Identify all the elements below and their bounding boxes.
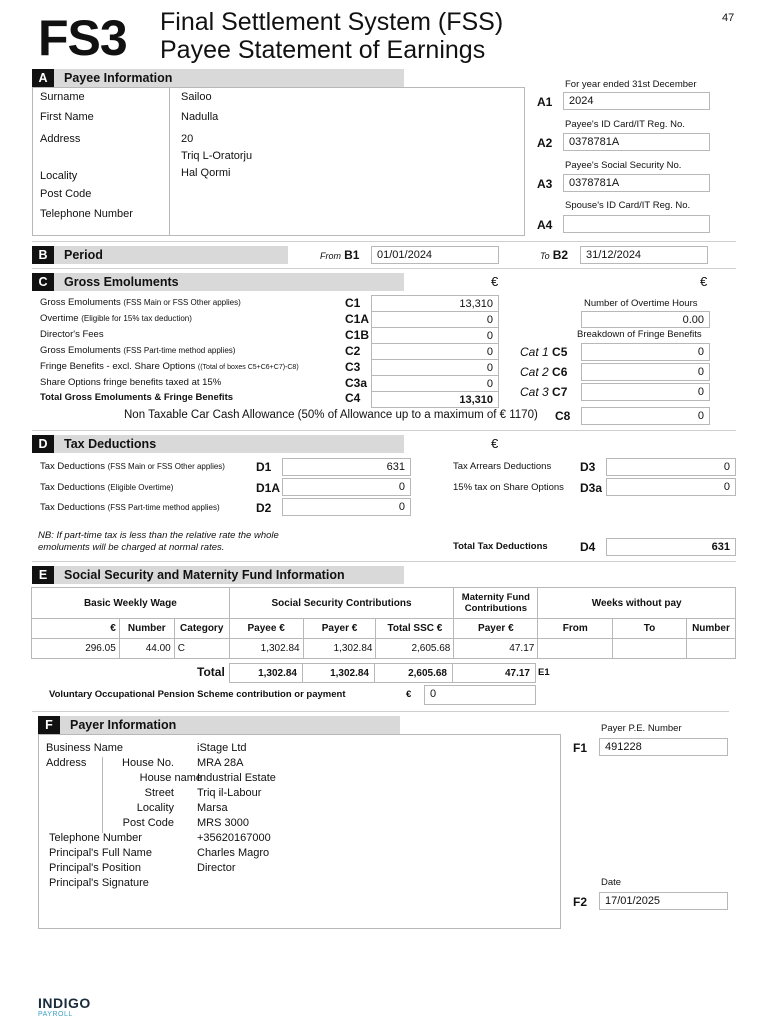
cell-from[interactable] — [538, 639, 613, 659]
cat2-text: Cat 2 — [520, 365, 549, 379]
col-weeks-number: Number — [686, 619, 735, 639]
d4-total-field[interactable]: 631 — [606, 538, 736, 556]
logo-subtitle: PAYROLL — [38, 1011, 73, 1018]
house-name-value[interactable]: Industrial Estate — [197, 772, 276, 784]
form-title-line2: Payee Statement of Earnings — [160, 36, 486, 64]
d1a-label — [40, 482, 173, 493]
cat1-label — [520, 345, 567, 359]
section-c-header — [32, 273, 404, 291]
period-to-label — [540, 248, 568, 262]
col-maternity-payer: Payer € — [454, 619, 538, 639]
section-b-header — [32, 246, 288, 264]
period-from-label — [320, 248, 359, 262]
a3-caption: Payee's Social Security No. — [565, 160, 682, 171]
e1-code: E1 — [538, 667, 550, 678]
c3-code: C3 — [345, 360, 361, 374]
overtime-hours-label: Number of Overtime Hours — [584, 298, 698, 309]
locality-value[interactable]: Hal Qormi — [181, 167, 231, 179]
d1-note: (FSS Main or FSS Other applies) — [107, 462, 225, 471]
overtime-hours-field[interactable]: 0.00 — [581, 311, 710, 328]
currency-euro: € — [491, 436, 499, 451]
ssc-group-header-row — [32, 588, 736, 619]
c6-field[interactable]: 0 — [581, 363, 710, 381]
ssc-column-header-row — [32, 619, 736, 639]
from-text: From — [320, 251, 341, 261]
pension-field[interactable]: 0 — [424, 685, 536, 705]
total-payer-field[interactable]: 1,302.84 — [302, 663, 375, 683]
a2-caption: Payee's ID Card/IT Reg. No. — [565, 119, 685, 130]
a4-code: A4 — [537, 218, 553, 232]
fringe-breakdown-label: Breakdown of Fringe Benefits — [577, 329, 702, 340]
c1-label — [40, 297, 241, 308]
c8-field[interactable]: 0 — [581, 407, 710, 425]
a1-code: A1 — [537, 95, 553, 109]
c4-label — [40, 392, 233, 403]
section-letter: F — [38, 716, 60, 734]
business-name-label: Business Name — [46, 742, 124, 754]
a4-caption: Spouse's ID Card/IT Reg. No. — [565, 200, 691, 211]
maternity-header — [454, 588, 538, 619]
c3-note: ((Total of boxes C5+C6+C7)-C8) — [197, 364, 299, 371]
c1a-note: (Eligible for 15% tax deduction) — [81, 314, 192, 323]
f1-code: F1 — [573, 741, 588, 755]
d1-code: D1 — [256, 460, 272, 474]
payer-post-code-label: Post Code — [122, 817, 174, 829]
pension-currency: € — [406, 689, 412, 700]
currency-euro: € — [491, 274, 499, 289]
to-text: To — [540, 251, 550, 261]
divider — [32, 430, 736, 431]
house-no-label: House No. — [122, 757, 174, 769]
basic-weekly-wage-header: Basic Weekly Wage — [32, 588, 230, 619]
section-e-header — [32, 566, 404, 584]
section-f-header — [38, 716, 400, 734]
cell-total-ssc[interactable]: 2,605.68 — [376, 639, 454, 659]
pension-label: Voluntary Occupational Pension Scheme contribution or payment — [49, 689, 346, 700]
col-from: From — [538, 619, 613, 639]
c3-label-text: Fringe Benefits - excl. Share Options — [40, 361, 196, 372]
col-to: To — [613, 619, 687, 639]
street-value[interactable]: Triq il-Labour — [197, 787, 262, 799]
principal-position-label: Principal's Position — [49, 862, 141, 874]
d3-field[interactable]: 0 — [606, 458, 736, 476]
d2-label-text: Tax Deductions — [40, 502, 105, 513]
f2-caption: Date — [601, 877, 622, 888]
d2-label — [40, 502, 220, 513]
cat3-label — [520, 385, 567, 399]
total-payee-field[interactable]: 1,302.84 — [229, 663, 303, 683]
address-label: Address — [40, 133, 81, 145]
d1a-code: D1A — [256, 481, 281, 495]
c2-label-text: Gross Emoluments — [40, 345, 121, 356]
payer-telephone-value[interactable]: +35620167000 — [197, 832, 271, 844]
d1a-label-text: Tax Deductions — [40, 482, 105, 493]
divider — [32, 561, 736, 562]
c1-note: (FSS Main or FSS Other applies) — [123, 298, 241, 307]
first-name-label: First Name — [40, 111, 94, 123]
address-line2-value[interactable]: Triq L-Oratorju — [181, 150, 253, 162]
c2-label — [40, 345, 235, 356]
d2-code: D2 — [256, 501, 272, 515]
f1-caption: Payer P.E. Number — [601, 723, 682, 734]
d3a-code: D3a — [580, 481, 603, 495]
cell-payer[interactable]: 1,302.84 — [303, 639, 376, 659]
col-payee: Payee € — [229, 619, 303, 639]
ssc-table — [31, 587, 736, 659]
c5-field[interactable]: 0 — [581, 343, 710, 361]
principal-name-value[interactable]: Charles Magro — [197, 847, 270, 859]
cell-maternity[interactable]: 47.17 — [454, 639, 538, 659]
cat3-text: Cat 3 — [520, 385, 549, 399]
c1a-label-text: Overtime — [40, 313, 79, 324]
total-maternity-field[interactable]: 47.17 — [452, 663, 536, 683]
c4-total-field[interactable]: 13,310 — [371, 391, 499, 408]
post-code-label: Post Code — [40, 188, 92, 200]
section-title: Payer Information — [70, 718, 177, 732]
f2-date-field[interactable]: 17/01/2025 — [599, 892, 728, 910]
business-name-value[interactable]: iStage Ltd — [197, 742, 247, 754]
c4-label-text: Total Gross Emoluments & Fringe Benefits — [40, 392, 234, 403]
c1-code: C1 — [345, 296, 361, 310]
surname-label: Surname — [40, 91, 85, 103]
d3-label: Tax Arrears Deductions — [453, 461, 552, 472]
section-letter: D — [32, 435, 54, 453]
a3-ssn-field[interactable]: 0378781A — [563, 174, 710, 192]
divider — [32, 241, 736, 242]
principal-position-value[interactable]: Director — [197, 862, 236, 874]
cell-to[interactable] — [613, 639, 687, 659]
cell-category[interactable]: C — [174, 639, 229, 659]
payer-locality-value[interactable]: Marsa — [197, 802, 228, 814]
c7-code: C7 — [552, 385, 568, 399]
section-title: Gross Emoluments — [64, 275, 179, 289]
payee-divider — [169, 87, 170, 236]
d1a-note: (Eligible Overtime) — [107, 483, 174, 492]
ssc-header: Social Security Contributions — [229, 588, 454, 619]
c1b-code: C1B — [345, 328, 370, 342]
d3a-label: 15% tax on Share Options — [453, 482, 564, 493]
a2-code: A2 — [537, 136, 553, 150]
d4-label: Total Tax Deductions — [453, 541, 548, 552]
page-number: 47 — [722, 12, 735, 24]
d2-note: (FSS Part-time method applies) — [107, 503, 220, 512]
section-d-header — [32, 435, 404, 453]
col-wage: € — [32, 619, 120, 639]
col-total-ssc: Total SSC € — [376, 619, 454, 639]
c1a-field[interactable]: 0 — [371, 311, 499, 328]
c2-note: (FSS Part-time method applies) — [123, 346, 236, 355]
principal-signature-label: Principal's Signature — [49, 877, 149, 889]
address-bracket — [102, 757, 103, 833]
a3-code: A3 — [537, 177, 553, 191]
c6-code: C6 — [552, 365, 568, 379]
principal-name-label: Principal's Full Name — [49, 847, 152, 859]
a4-spouse-field[interactable] — [563, 215, 710, 233]
c2-code: C2 — [345, 344, 361, 358]
c1b-field[interactable]: 0 — [371, 327, 499, 344]
cat1-text: Cat 1 — [520, 345, 549, 359]
cell-weeks-number[interactable] — [686, 639, 735, 659]
cat2-label — [520, 365, 567, 379]
a1-year-field[interactable]: 2024 — [563, 92, 710, 110]
car-allowance-label: Non Taxable Car Cash Allowance (50% of Allowance up to a maximum of € 1170) — [124, 409, 538, 421]
cell-number[interactable]: 44.00 — [119, 639, 174, 659]
a2-id-field[interactable]: 0378781A — [563, 133, 710, 151]
indigo-payroll-logo — [38, 996, 91, 1019]
d3-code: D3 — [580, 460, 596, 474]
ssc-total-label: Total — [197, 665, 225, 679]
section-letter: A — [32, 69, 54, 87]
cell-wage[interactable]: 296.05 — [32, 639, 120, 659]
b1-code: B1 — [344, 248, 360, 262]
telephone-label: Telephone Number — [40, 208, 133, 220]
c5-code: C5 — [552, 345, 568, 359]
col-category: Category — [174, 619, 229, 639]
payer-telephone-label: Telephone Number — [49, 832, 142, 844]
b2-to-date-field[interactable]: 31/12/2024 — [580, 246, 708, 264]
logo-wordmark: INDIGO — [38, 995, 91, 1011]
d1a-field[interactable]: 0 — [282, 478, 411, 496]
d1-label — [40, 461, 225, 472]
payer-address-label: Address — [46, 757, 87, 769]
d2-field[interactable]: 0 — [282, 498, 411, 516]
c1-label-text: Gross Emoluments — [40, 297, 121, 308]
c3-label — [40, 361, 299, 372]
form-code: FS3 — [38, 10, 127, 66]
divider — [32, 711, 729, 712]
form-title-line1: Final Settlement System (FSS) — [160, 8, 504, 36]
table-row — [32, 639, 736, 659]
d4-code: D4 — [580, 540, 596, 554]
locality-label: Locality — [40, 170, 78, 182]
maternity-header-line2: Contributions — [464, 603, 527, 614]
section-title: Payee Information — [64, 71, 173, 85]
a1-caption: For year ended 31st December — [565, 79, 697, 90]
currency-euro: € — [700, 274, 708, 289]
d1-label-text: Tax Deductions — [40, 461, 105, 472]
c2-field[interactable]: 0 — [371, 343, 499, 360]
b1-from-date-field[interactable]: 01/01/2024 — [371, 246, 499, 264]
section-letter: B — [32, 246, 54, 264]
col-payer: Payer € — [303, 619, 376, 639]
section-letter: E — [32, 566, 54, 584]
b2-code: B2 — [552, 248, 569, 262]
f1-pe-number-field[interactable]: 491228 — [599, 738, 728, 756]
section-title: Social Security and Maternity Fund Information — [64, 568, 345, 582]
c1-field[interactable]: 13,310 — [371, 295, 499, 312]
col-number: Number — [119, 619, 174, 639]
maternity-header-line1: Maternity Fund — [461, 592, 530, 603]
c3a-field[interactable]: 0 — [371, 375, 499, 392]
house-no-value[interactable]: MRA 28A — [197, 757, 244, 769]
surname-value[interactable]: Sailoo — [181, 91, 212, 103]
c4-code: C4 — [345, 391, 361, 405]
weeks-without-pay-header: Weeks without pay — [538, 588, 736, 619]
section-letter: C — [32, 273, 54, 291]
section-title: Period — [64, 248, 103, 262]
c7-field[interactable]: 0 — [581, 383, 710, 401]
c3a-code: C3a — [345, 376, 368, 390]
c1b-label — [40, 329, 104, 340]
nb-note-line1: NB: If part-time tax is less than the relative rate the whole — [38, 530, 279, 541]
f2-code: F2 — [573, 895, 588, 909]
c3-field[interactable]: 0 — [371, 359, 499, 376]
street-label: Street — [144, 787, 174, 799]
d1-field[interactable]: 631 — [282, 458, 411, 476]
address-line1-value[interactable]: 20 — [181, 133, 194, 145]
c3a-label-text: Share Options fringe benefits taxed at 15% — [40, 377, 222, 388]
cell-payee[interactable]: 1,302.84 — [229, 639, 303, 659]
total-ssc-field[interactable]: 2,605.68 — [374, 663, 453, 683]
d3a-field[interactable]: 0 — [606, 478, 736, 496]
c8-code: C8 — [555, 409, 571, 423]
divider — [32, 268, 736, 269]
house-name-label: House name — [139, 772, 202, 784]
c1b-label-text: Director's Fees — [40, 329, 104, 340]
c3a-label — [40, 377, 221, 388]
c1a-code: C1A — [345, 312, 370, 326]
nb-note-line2: emoluments will be charged at normal rates. — [38, 542, 225, 553]
section-title: Tax Deductions — [64, 437, 157, 451]
first-name-value[interactable]: Nadulla — [181, 111, 219, 123]
section-a-header — [32, 69, 404, 87]
c1a-label — [40, 313, 192, 324]
payer-locality-label: Locality — [136, 802, 174, 814]
payer-post-code-value[interactable]: MRS 3000 — [197, 817, 249, 829]
